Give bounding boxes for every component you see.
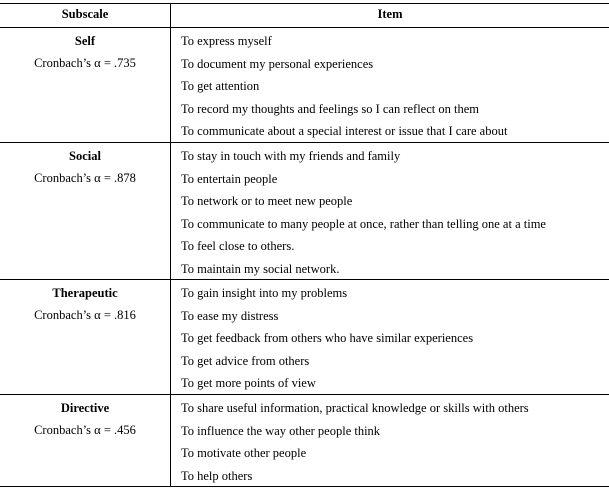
item-list: [181, 398, 609, 488]
list-item: To get attention: [181, 79, 260, 93]
list-item: To entertain people: [181, 171, 278, 186]
list-item: To ease my distress: [181, 308, 279, 323]
list-item: To record my thoughts and feelings so I can reflect on them: [181, 101, 479, 116]
header-item: Item: [377, 7, 403, 21]
item-list: [181, 283, 609, 396]
subscale-alpha: Cronbach’s α = .816: [34, 308, 136, 322]
list-item: To network or to meet new people: [181, 194, 353, 208]
item-list: [181, 146, 609, 281]
list-item: To get more points of view: [181, 376, 316, 390]
list-item: To maintain my social network.: [181, 261, 340, 276]
list-item: To gain insight into my problems: [181, 286, 348, 300]
subscale-alpha: Cronbach’s α = .878: [34, 171, 136, 185]
list-item: To get advice from others: [181, 353, 310, 368]
header-rule: [0, 27, 609, 28]
list-item: To communicate to many people at once, rather than telling one at a time: [181, 216, 546, 231]
list-item: To get feedback from others who have similar experiences: [181, 331, 474, 345]
table-header-row: [0, 4, 609, 24]
subscale-alpha: Cronbach’s α = .456: [34, 423, 136, 437]
list-item: To influence the way other people think: [181, 423, 381, 438]
subscale-name: Social: [69, 149, 101, 163]
list-item: To share useful information, practical knowledge or skills with others: [181, 401, 529, 415]
column-divider: [170, 3, 171, 486]
group-rule: [0, 142, 609, 143]
list-item: To stay in touch with my friends and family: [181, 149, 401, 163]
subscale-name: Therapeutic: [52, 286, 118, 300]
item-list: [181, 31, 609, 144]
list-item: To feel close to others.: [181, 239, 295, 253]
subscale-name: Directive: [60, 401, 110, 415]
table-bottom-rule: [0, 486, 609, 487]
header-subscale: Subscale: [61, 7, 109, 21]
group-rule: [0, 394, 609, 395]
subscale-alpha: Cronbach’s α = .735: [34, 56, 136, 70]
group-rule: [0, 279, 609, 280]
subscale-name: Self: [74, 34, 96, 48]
list-item: To express myself: [181, 34, 272, 48]
list-item: To communicate about a special interest or issue that I care about: [181, 124, 508, 138]
list-item: To help others: [181, 468, 253, 483]
list-item: To motivate other people: [181, 446, 307, 460]
list-item: To document my personal experiences: [181, 56, 374, 71]
